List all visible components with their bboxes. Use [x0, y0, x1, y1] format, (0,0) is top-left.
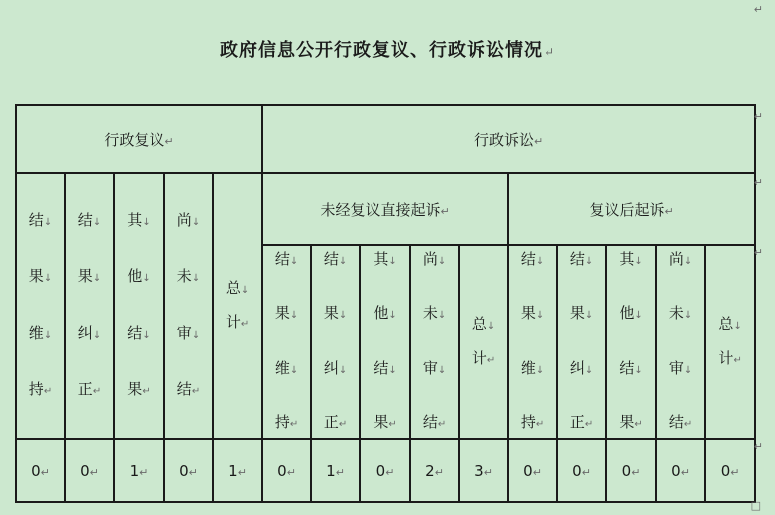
value-direct-other: 0↵	[360, 439, 410, 502]
title-text: 政府信息公开行政复议、行政诉讼情况	[219, 40, 543, 61]
page-title	[0, 36, 775, 62]
value-review-corrected: 0↵	[65, 439, 114, 502]
value-direct-pending: 2↵	[410, 439, 459, 502]
row-end-mark: ↵	[753, 246, 763, 259]
col-after-maintain: 结↓ 果↓ 维↓ 持↵	[508, 245, 557, 439]
value-after-pending: 0↵	[656, 439, 705, 502]
header-direct-suit	[262, 173, 508, 245]
header-admin-litigation-text: 行政诉讼	[474, 130, 535, 149]
col-review-other: 其↓ 他↓ 结↓ 果↵	[114, 173, 164, 439]
col-direct-corrected: 结↓ 果↓ 纠↓ 正↵	[311, 245, 360, 439]
value-after-corrected: 0↵	[557, 439, 606, 502]
col-direct-total: 总↓ 计↵	[459, 245, 508, 439]
col-direct-maintain: 结↓ 果↓ 维↓ 持↵	[262, 245, 311, 439]
cell-mark: ↵	[440, 204, 450, 218]
cell-mark: ↵	[164, 134, 174, 148]
header-admin-review	[16, 105, 262, 173]
col-review-maintain: 结↓ 果↓ 维↓ 持↵	[16, 173, 65, 439]
col-after-pending: 尚↓ 未↓ 审↓ 结↵	[656, 245, 705, 439]
col-after-corrected: 结↓ 果↓ 纠↓ 正↵	[557, 245, 606, 439]
col-after-other: 其↓ 他↓ 结↓ 果↵	[606, 245, 656, 439]
row-end-mark: ↵	[753, 440, 763, 453]
paragraph-mark: ↵	[753, 3, 763, 16]
value-direct-total: 3↵	[459, 439, 508, 502]
col-review-pending: 尚↓ 未↓ 审↓ 结↵	[164, 173, 213, 439]
value-direct-corrected: 1↵	[311, 439, 360, 502]
value-after-maintain: 0↵	[508, 439, 557, 502]
disclosure-review-litigation-table	[15, 104, 756, 503]
value-review-other: 1↵	[114, 439, 164, 502]
col-direct-other: 其↓ 他↓ 结↓ 果↵	[360, 245, 410, 439]
document-end-mark: □	[750, 499, 761, 512]
value-after-other: 0↵	[606, 439, 656, 502]
value-review-pending: 0↵	[164, 439, 213, 502]
header-after-review-suit-text: 复议后起诉	[589, 200, 665, 219]
header-row-top	[16, 105, 755, 173]
title-paragraph-mark: ↵	[543, 45, 556, 59]
col-after-total: 总↓ 计↵	[705, 245, 755, 439]
value-direct-maintain: 0↵	[262, 439, 311, 502]
value-review-maintain: 0↵	[16, 439, 65, 502]
col-direct-pending: 尚↓ 未↓ 审↓ 结↵	[410, 245, 459, 439]
header-row-middle	[16, 173, 755, 245]
col-review-corrected: 结↓ 果↓ 纠↓ 正↵	[65, 173, 114, 439]
header-admin-review-text: 行政复议	[104, 130, 165, 149]
cell-mark: ↵	[534, 134, 544, 148]
value-after-total: 0↵	[705, 439, 755, 502]
cell-mark: ↵	[664, 204, 674, 218]
row-end-mark: ↵	[753, 110, 763, 123]
header-admin-litigation	[262, 105, 755, 173]
col-review-total: 总↓ 计↵	[213, 173, 262, 439]
header-direct-suit-text: 未经复议直接起诉	[320, 200, 441, 219]
row-end-mark: ↵	[753, 176, 763, 189]
header-after-review-suit	[508, 173, 755, 245]
data-row	[16, 439, 755, 502]
value-review-total: 1↵	[213, 439, 262, 502]
